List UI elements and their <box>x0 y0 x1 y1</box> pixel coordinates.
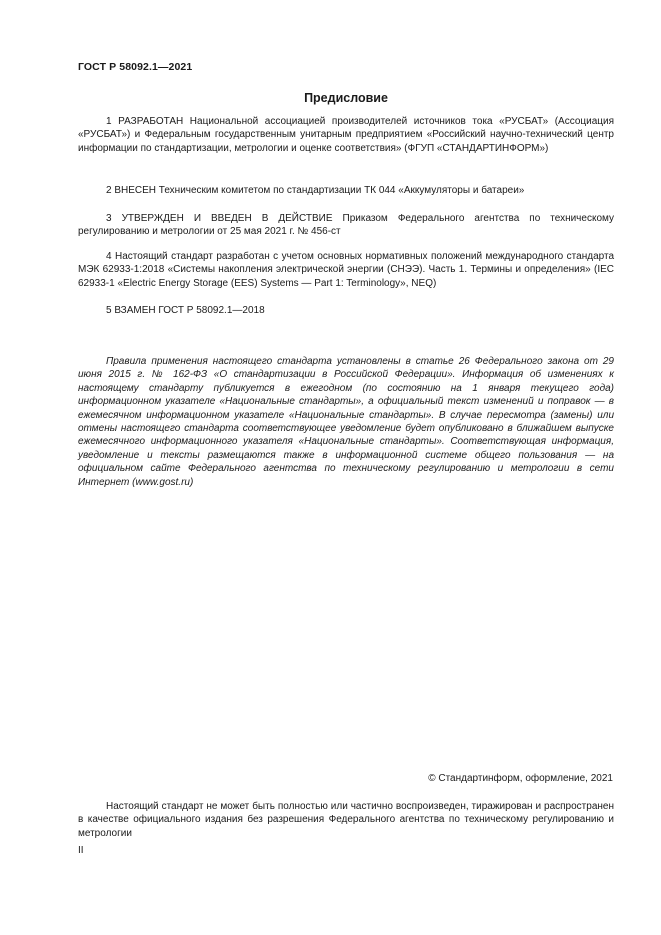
preface-item-2: 2 ВНЕСЕН Техническим комитетом по стандартизации ТК 044 «Аккумуляторы и батареи» <box>106 185 525 196</box>
page-number: II <box>78 845 84 856</box>
preface-item-3: 3 УТВЕРЖДЕН И ВВЕДЕН В ДЕЙСТВИЕ Приказом Федерального агентства по техническому регулированию и метрологии от 25 мая 2021 г. № 456-ст <box>78 213 614 238</box>
preface-title: Предисловие <box>304 91 388 105</box>
preface-item-5: 5 ВЗАМЕН ГОСТ Р 58092.1—2018 <box>106 305 265 316</box>
reprint-notice: Настоящий стандарт не может быть полностью или частично воспроизведен, тиражирован и распространен в качестве официального издания без разрешения Федерального агентства по техническому регулированию и метрологии <box>78 801 614 839</box>
copyright-line: © Стандартинформ, оформление, 2021 <box>428 773 613 784</box>
document-code: ГОСТ Р 58092.1—2021 <box>78 61 193 73</box>
application-rules-notice: Правила применения настоящего стандарта установлены в статье 26 Федерального закона от 29 июня 2015 г. № 162-ФЗ «О стандартизации в Российской Федерации». Информация об изменениях к настоящему стандарту публикуется в ежегодном (по состоянию на 1 января текущего года) информационном указателе «Национальные стандарты», а официальный текст изменений и поправок — в ежемесячном информационном указателе «Национальные стандарты». В случае пересмотра (замены) или отмены настоящего стандарта соответствующее уведомление будет опубликовано в ближайшем выпуске ежемесячного информационного указателя «Национальные стандарты». Соответствующая информация, уведомление и тексты размещаются также в информационной системе общего пользования — на официальном сайте Федерального агентства по техническому регулированию и метрологии в сети Интернет (www.gost.ru) <box>78 356 614 488</box>
preface-item-4: 4 Настоящий стандарт разработан с учетом основных нормативных положений международного стандарта МЭК 62933-1:2018 «Системы накопления электрической энергии (СНЭЭ). Часть 1. Термины и определения» (IEC 62933-1 «Electric Energy Storage (EES) Systems — Part 1: Terminology», NEQ) <box>78 251 614 289</box>
preface-item-1: 1 РАЗРАБОТАН Национальной ассоциацией производителей источников тока «РУСБАТ» (Ассоциация «РУСБАТ») и Федеральным государственным унитарным предприятием «Российский научно-технический центр информации по стандартизации, метрологии и оценке соответствия» (ФГУП «СТАНДАРТИНФОРМ») <box>78 116 614 154</box>
